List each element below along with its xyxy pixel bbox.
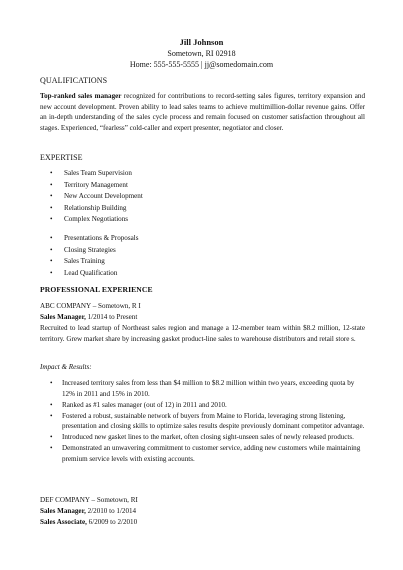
bullet-icon: • <box>50 400 53 409</box>
job2-company: DEF COMPANY – Sometown, RI <box>40 496 138 504</box>
impact-results-list <box>50 378 368 465</box>
job2-dates1: 2/2010 to 1/2014 <box>85 507 137 515</box>
job2-title2: Sales Associate, <box>40 518 87 526</box>
bullet-icon: • <box>50 444 53 453</box>
expertise-list-2 <box>50 233 138 279</box>
list-item <box>50 411 368 432</box>
bullet-icon: • <box>50 245 53 254</box>
result-text: Demonstrated an unwavering commitment to customer service, adding new customers while maintaining premium service levels with existing accounts. <box>62 444 361 463</box>
list-item <box>50 180 143 192</box>
bullet-icon: • <box>50 203 53 212</box>
qualifications-heading: QUALIFICATIONS <box>40 76 108 85</box>
list-item <box>50 191 143 203</box>
qualifications-summary <box>40 91 365 133</box>
job2-dates2: 6/2009 to 2/2010 <box>86 518 138 526</box>
list-item <box>50 443 368 464</box>
expertise-item: Territory Management <box>64 180 128 189</box>
expertise-item: Relationship Building <box>64 203 127 212</box>
list-item <box>50 256 138 268</box>
candidate-address: Sometown, RI 02918 <box>167 49 236 58</box>
expertise-heading: EXPERTISE <box>40 153 83 162</box>
job1-dates: 1/2014 to Present <box>85 313 138 321</box>
expertise-item: Lead Qualification <box>64 268 118 277</box>
candidate-name: Jill Johnson <box>179 37 224 47</box>
bullet-icon: • <box>50 234 53 242</box>
expertise-item: Sales Training <box>64 257 105 266</box>
expertise-item: Sales Team Supervision <box>64 169 132 177</box>
expertise-item: Closing Strategies <box>64 245 116 254</box>
bullet-icon: • <box>50 268 53 277</box>
result-text: Increased territory sales from less than $4 million to $8.2 million within two years, exceeding quota by 12% in 2011 and 15% in 2010. <box>62 379 355 398</box>
job2-title2-line <box>40 518 137 526</box>
bullet-icon: • <box>50 180 53 189</box>
job2-title1-line <box>40 507 136 515</box>
bullet-icon: • <box>50 433 53 442</box>
candidate-contact: Home: 555-555-5555 | jj@somedomain.com <box>129 60 274 69</box>
job2-title1: Sales Manager, <box>40 507 86 515</box>
bullet-icon: • <box>50 411 53 420</box>
list-item <box>50 233 138 245</box>
job1-company: ABC COMPANY – Sometown, R I <box>40 302 141 310</box>
bullet-icon: • <box>50 169 53 177</box>
summary-lead: Top-ranked sales manager <box>40 92 122 100</box>
result-text: Ranked as #1 sales manager (out of 12) in 2011 and 2010. <box>62 400 227 409</box>
bullet-icon: • <box>50 257 53 266</box>
expertise-list-1 <box>50 168 143 226</box>
bullet-icon: • <box>50 379 53 387</box>
list-item <box>50 203 143 215</box>
experience-heading: PROFESSIONAL EXPERIENCE <box>40 285 153 294</box>
list-item <box>50 378 368 399</box>
job1-title: Sales Manager, <box>40 313 86 321</box>
job1-description: Recruited to lead startup of Northeast sales region and manage a 12-member team within $8.2 million, 12-state territory. Grew market share by increasing gasket product-line sales to warehouse distributors and retail store s. <box>40 324 365 343</box>
summary-text: recognized for contributions to record-setting sales figures, territory expansion and new account development. Proven ability to lead sales teams to achieve multimillion-dollar revenue gains. Offer an in-depth understanding of the sales cycle process and remain focused on customer satisfaction throughout all stages. Experienced, “fearless” cold-caller and expert presenter, negotiator and closer. <box>40 92 365 132</box>
list-item <box>50 214 143 226</box>
expertise-item: Complex Negotiations <box>64 215 129 224</box>
impact-heading: Impact & Results: <box>40 363 92 371</box>
expertise-item: New Account Development <box>64 192 143 201</box>
bullet-icon: • <box>50 192 53 201</box>
list-item <box>50 400 368 411</box>
list-item <box>50 432 368 443</box>
result-text: Introduced new gasket lines to the market, often closing sight-unseen sales of newly released products. <box>62 433 354 442</box>
list-item <box>50 168 143 180</box>
expertise-item: Presentations & Proposals <box>64 234 139 242</box>
result-text: Fostered a robust, sustainable network of buyers from Maine to Florida, leveraging strong listening, presentation and closing skills to optimize sales results despite previously dominant competitor advantage. <box>62 411 365 431</box>
list-item <box>50 268 138 280</box>
bullet-icon: • <box>50 215 53 224</box>
list-item <box>50 245 138 257</box>
job1-title-line <box>40 313 137 321</box>
